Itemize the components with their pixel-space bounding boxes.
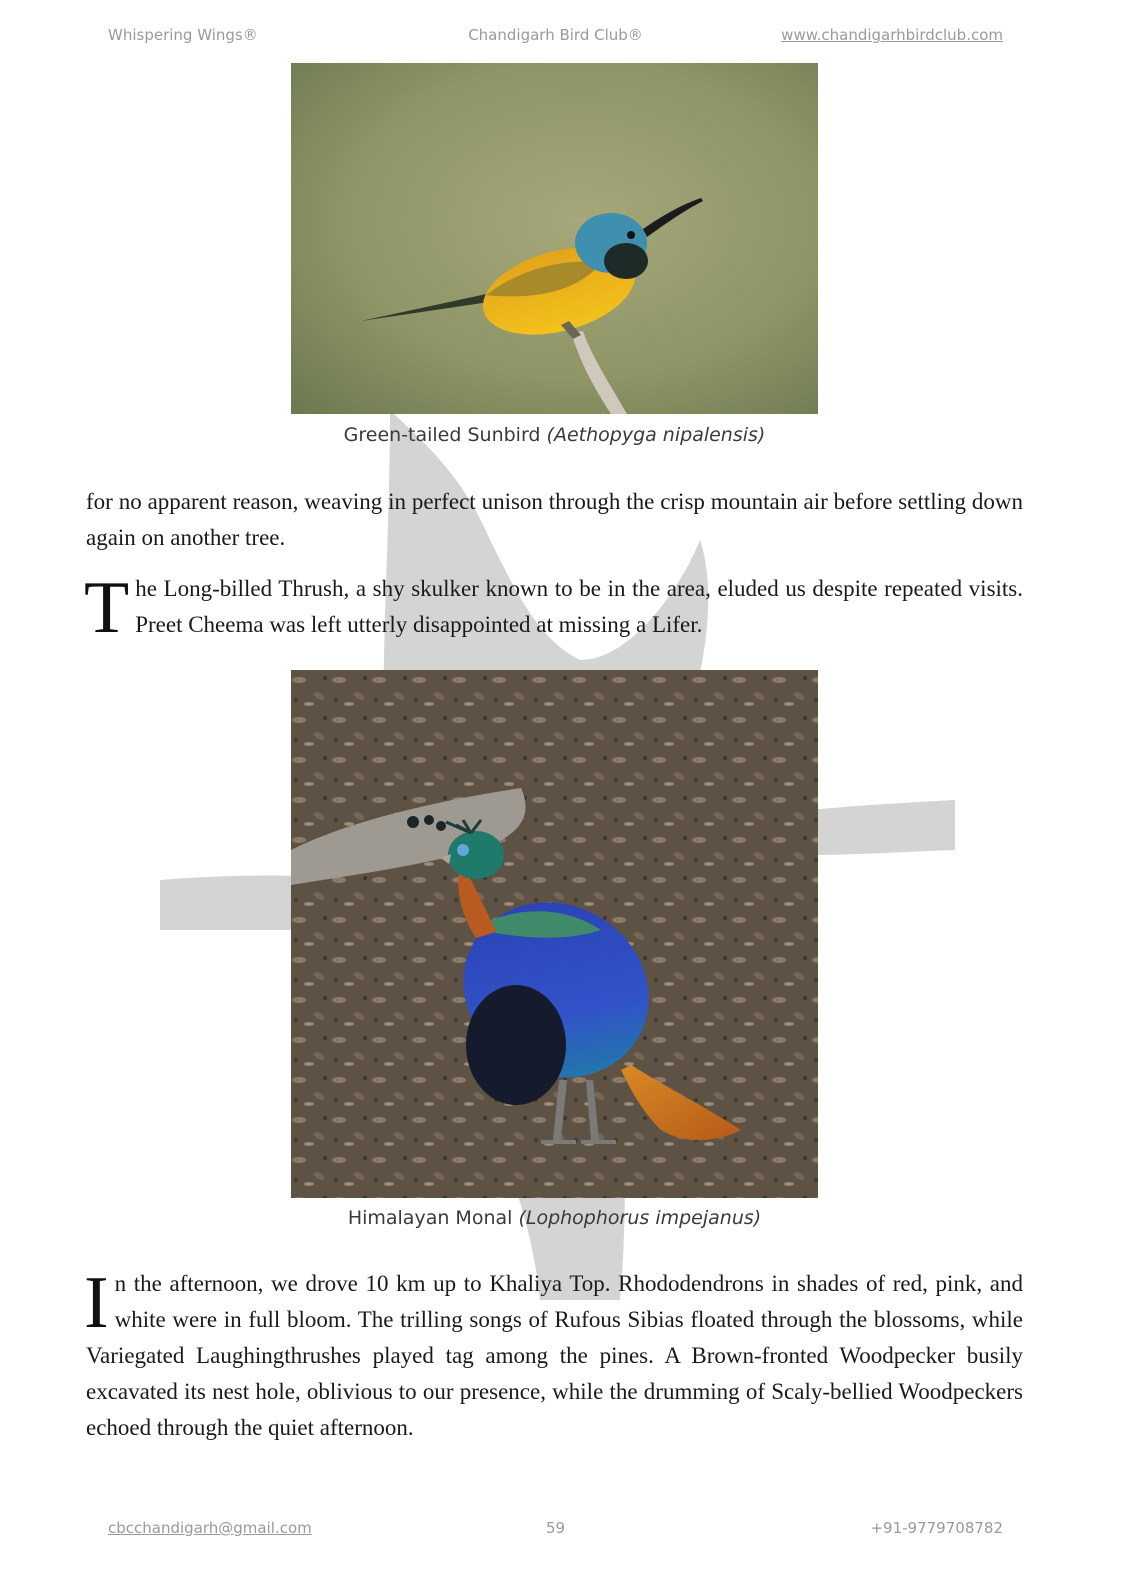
monal-photo bbox=[291, 670, 818, 1198]
caption-common-name: Himalayan Monal bbox=[347, 1207, 513, 1229]
magazine-title: Whispering Wings® bbox=[108, 26, 258, 44]
page-header bbox=[108, 26, 1003, 44]
figure-caption-1 bbox=[86, 424, 1023, 446]
drop-cap: I bbox=[84, 1262, 109, 1344]
body-paragraph bbox=[84, 567, 1023, 649]
website-link[interactable]: www.chandigarhbirdclub.com bbox=[781, 26, 1003, 44]
page-number: 59 bbox=[545, 1519, 566, 1537]
phone-number: +91-9779708782 bbox=[870, 1519, 1003, 1537]
body-paragraph bbox=[84, 1262, 1023, 1446]
paragraph-text: for no apparent reason, weaving in perfect unison through the crisp mountain air before settling down again on another tree. bbox=[86, 489, 1023, 550]
page-footer bbox=[108, 1519, 1003, 1537]
caption-common-name: Green-tailed Sunbird bbox=[343, 424, 541, 446]
caption-scientific-name: (Aethopyga nipalensis) bbox=[546, 424, 766, 446]
body-paragraph bbox=[86, 484, 1023, 556]
email-link[interactable]: cbcchandigarh@gmail.com bbox=[108, 1519, 312, 1537]
caption-scientific-name: (Lophophorus impejanus) bbox=[518, 1207, 762, 1229]
club-name: Chandigarh Bird Club® bbox=[468, 26, 643, 44]
figure-caption-2 bbox=[86, 1207, 1023, 1229]
drop-cap: T bbox=[84, 567, 130, 649]
sunbird-photo bbox=[291, 63, 818, 414]
paragraph-text: n the afternoon, we drove 10 km up to Khaliya Top. Rhododendrons in shades of red, pink, and white were in full bloom. The trilling songs of Rufous Sibias floated through the blossoms, while Variegated Laughingthrushes played tag among the pines. A Brown-fronted Woodpecker busily excavated its nest hole, oblivious to our presence, while the drumming of Scaly-bellied Woodpeckers echoed through the quiet afternoon. bbox=[86, 1271, 1023, 1440]
paragraph-text: he Long-billed Thrush, a shy skulker known to be in the area, eluded us despite repeated visits. Preet Cheema was left utterly disappointed at missing a Lifer. bbox=[135, 576, 1023, 637]
